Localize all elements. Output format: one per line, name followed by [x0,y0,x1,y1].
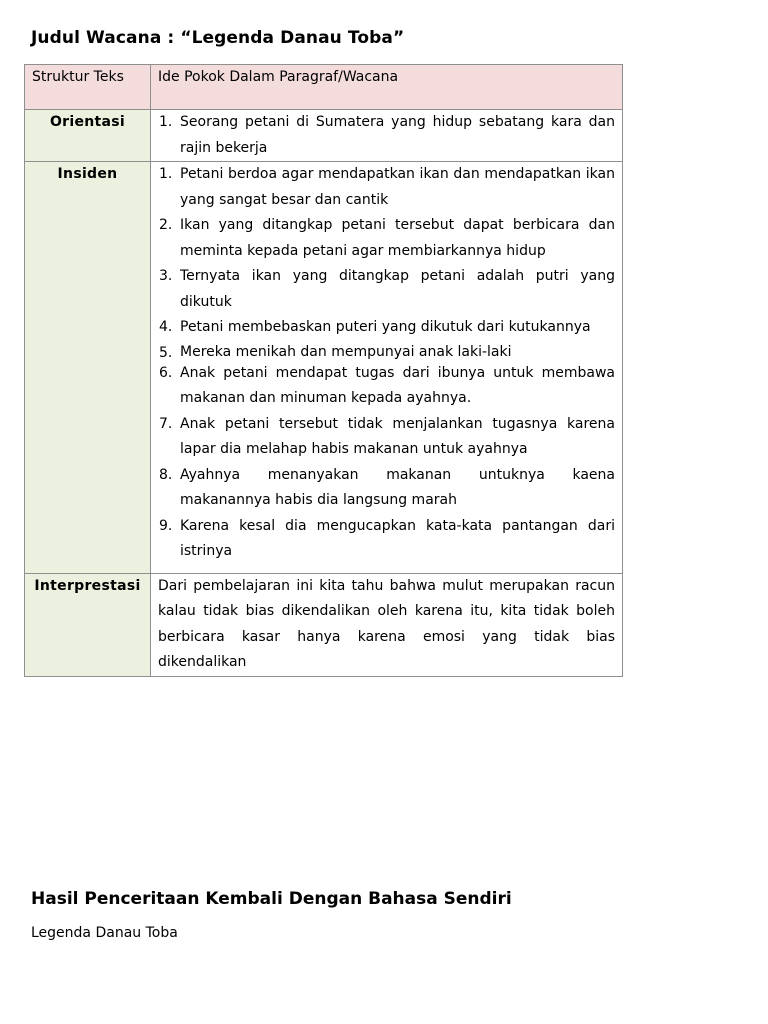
label-insiden: Insiden [25,162,151,574]
list-item: 5. Mereka menikah dan mempunyai anak laki-laki [159,343,512,361]
content-orientasi [151,110,623,162]
list-item: 6. Anak petani mendapat tugas dari ibunya untuk membawa makanan dan minuman kepada ayahnya. [159,364,615,406]
header-ide-pokok: Ide Pokok Dalam Paragraf/Wacana [151,65,623,110]
label-interpretasi: Interprestasi [25,573,151,676]
label-orientasi: Orientasi [25,110,151,162]
list-item: 4. Petani membebaskan puteri yang dikutuk dari kutukannya [159,319,591,335]
list-item: 2. Ikan yang ditangkap petani tersebut dapat berbicara dan meminta kepada petani agar membiarkannya hidup [159,217,615,259]
section-heading: Hasil Penceritaan Kembali Dengan Bahasa Sendiri [31,889,512,909]
row-orientasi [25,110,623,162]
content-insiden [151,162,623,574]
list-item: 8. Ayahnya menanyakan makanan untuknya kaena makanannya habis dia langsung marah [159,466,615,508]
list-item: 7. Anak petani tersebut tidak menjalankan tugasnya karena lapar dia melahap habis makanan untuk ayahnya [159,415,615,457]
section-subtitle: Legenda Danau Toba [31,925,178,941]
list-item: 1. Petani berdoa agar mendapatkan ikan dan mendapatkan ikan yang sangat besar dan cantik [159,166,615,208]
list-item: 3. Ternyata ikan yang ditangkap petani adalah putri yang dikutuk [159,268,615,310]
structure-table [24,64,623,677]
list-item: 9. Karena kesal dia mengucapkan kata-kata pantangan dari istrinya [159,517,615,559]
page-title: Judul Wacana : “Legenda Danau Toba” [31,28,405,48]
row-insiden [25,162,623,574]
list-item: 1. Seorang petani di Sumatera yang hidup sebatang kara dan rajin bekerja [159,114,615,156]
table-header-row [25,65,623,110]
header-struktur-teks: Struktur Teks [25,65,151,110]
row-interpretasi [25,573,623,676]
content-interpretasi: Dari pembelajaran ini kita tahu bahwa mulut merupakan racun kalau tidak bias dikendalikan oleh karena itu, kita tidak boleh berbicara kasar hanya karena emosi yang tidak bias dikendalikan [151,573,623,676]
